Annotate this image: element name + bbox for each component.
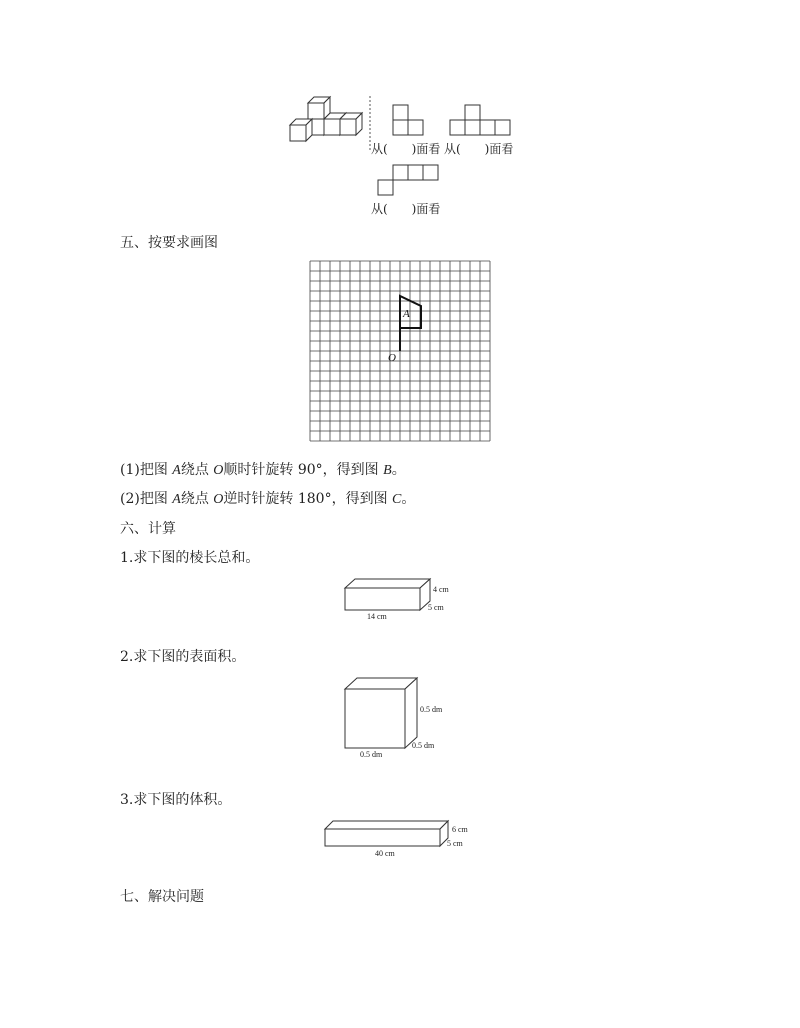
cube [290,119,312,141]
task-2-result: C [392,492,402,507]
task-1-action: 顺时针旋转 90°，得到图 [223,462,384,478]
task-2-point: O [213,492,224,507]
cuboid-1 [345,579,450,621]
question-2: 2.求下图的表面积。 [120,649,246,665]
cube-2 [345,678,443,759]
view-label-1: 从( )面看 [371,142,441,156]
task-2-figure: A [172,492,181,507]
task-1-result: B [383,463,392,478]
question-1: 1.求下图的棱长总和。 [120,550,260,566]
cuboid-3 [325,821,469,858]
task-1-lead: (1)把图 [120,462,173,478]
view-figure-3 [378,165,438,195]
figure-a-label: A [403,308,410,320]
task-2 [120,492,415,507]
task-1 [120,463,406,478]
task-2-lead: (2)把图 [120,491,173,507]
view-label-3: 从( )面看 [371,202,441,216]
section-6-heading: 六、计算 [120,521,176,537]
cuboid-3-width-label: 5 cm [447,839,463,848]
view-figure-2 [450,105,510,135]
task-1-point: O [213,463,224,478]
square-grid [310,261,490,441]
view-label-2: 从( )面看 [444,142,514,156]
cuboid-1-length-label: 14 cm [367,612,387,621]
section-7-heading: 七、解决问题 [120,889,204,905]
cube-height-label: 0.5 dm [420,705,443,714]
task-2-mid: 绕点 [180,491,214,507]
task-1-figure: A [172,463,181,478]
cube-stack-figure [290,97,362,141]
section-5-heading: 五、按要求画图 [120,235,218,251]
cube [340,113,362,135]
cuboid-1-height-label: 4 cm [433,585,449,594]
cuboid-3-height-label: 6 cm [452,825,468,834]
point-o-label: O [388,352,396,364]
cube-width-label: 0.5 dm [412,741,435,750]
view-figure-1 [393,105,423,135]
cuboid-1-width-label: 5 cm [428,603,444,612]
task-2-end: 。 [401,491,416,507]
cube-length-label: 0.5 dm [360,750,383,759]
question-3: 3.求下图的体积。 [120,792,232,808]
task-2-action: 逆时针旋转 180°，得到图 [223,491,393,507]
cuboid-3-length-label: 40 cm [375,849,395,858]
task-1-mid: 绕点 [180,462,214,478]
flag-figure-a [400,296,421,351]
cube [308,97,330,119]
task-1-end: 。 [391,462,406,478]
